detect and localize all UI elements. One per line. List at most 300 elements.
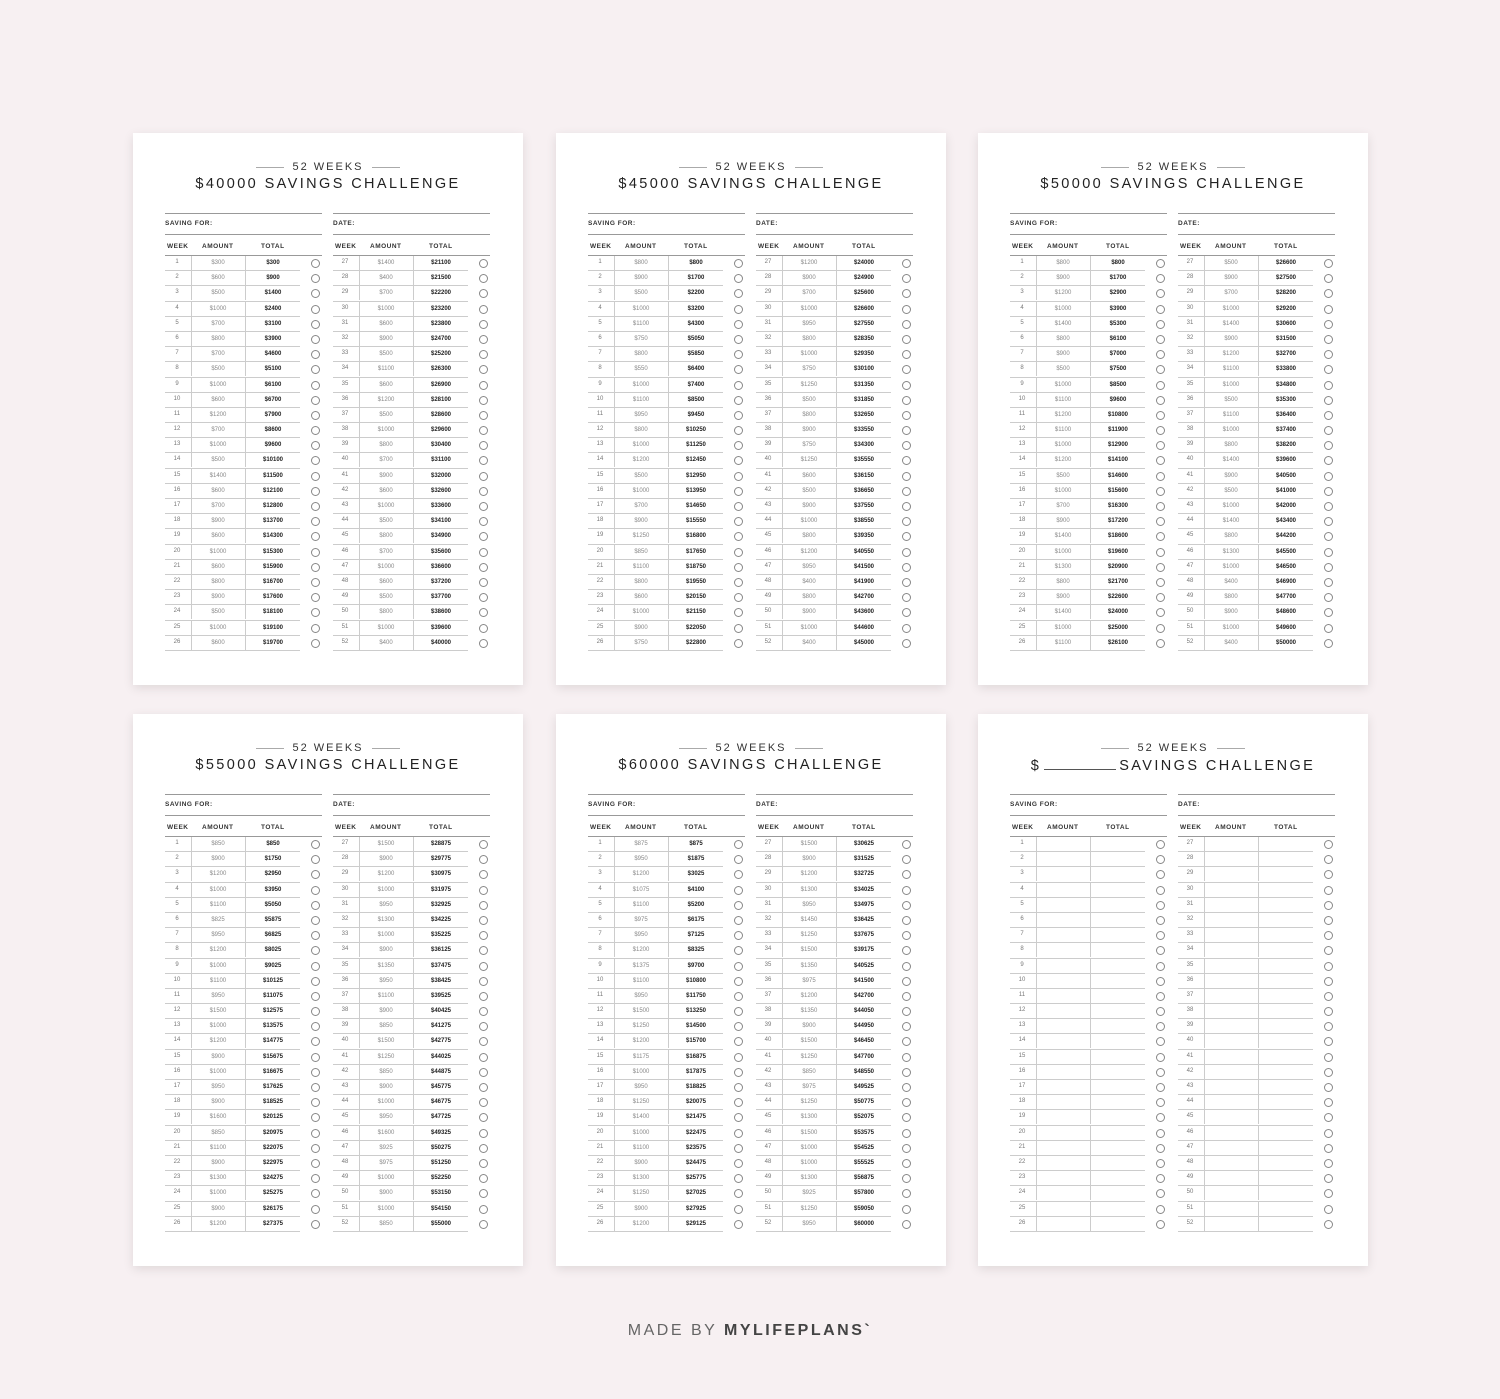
checkbox-circle[interactable] [734, 456, 743, 465]
checkbox-circle[interactable] [734, 962, 743, 971]
checkbox-circle[interactable] [734, 1007, 743, 1016]
checkbox-circle[interactable] [734, 1174, 743, 1183]
checkbox-circle[interactable] [1156, 411, 1165, 420]
checkbox-circle[interactable] [734, 335, 743, 344]
checkbox-circle[interactable] [311, 456, 320, 465]
checkbox-circle[interactable] [902, 608, 911, 617]
checkbox-circle[interactable] [1324, 977, 1333, 986]
checkbox-circle[interactable] [311, 1113, 320, 1122]
checkbox-circle[interactable] [734, 289, 743, 298]
checkbox-circle[interactable] [479, 1083, 488, 1092]
checkbox-circle[interactable] [734, 1144, 743, 1153]
checkbox-circle[interactable] [902, 1037, 911, 1046]
checkbox-circle[interactable] [1156, 1174, 1165, 1183]
checkbox-circle[interactable] [1324, 639, 1333, 648]
checkbox-circle[interactable] [311, 1174, 320, 1183]
checkbox-circle[interactable] [1156, 639, 1165, 648]
checkbox-circle[interactable] [1156, 1144, 1165, 1153]
checkbox-circle[interactable] [902, 335, 911, 344]
checkbox-circle[interactable] [1324, 886, 1333, 895]
checkbox-circle[interactable] [734, 1037, 743, 1046]
checkbox-circle[interactable] [311, 870, 320, 879]
checkbox-circle[interactable] [1324, 1007, 1333, 1016]
checkbox-circle[interactable] [734, 487, 743, 496]
checkbox-circle[interactable] [734, 305, 743, 314]
checkbox-circle[interactable] [902, 1174, 911, 1183]
checkbox-circle[interactable] [902, 1113, 911, 1122]
checkbox-circle[interactable] [902, 1007, 911, 1016]
checkbox-circle[interactable] [479, 1189, 488, 1198]
checkbox-circle[interactable] [479, 608, 488, 617]
checkbox-circle[interactable] [734, 1022, 743, 1031]
checkbox-circle[interactable] [902, 365, 911, 374]
checkbox-circle[interactable] [902, 487, 911, 496]
checkbox-circle[interactable] [902, 517, 911, 526]
checkbox-circle[interactable] [1324, 259, 1333, 268]
checkbox-circle[interactable] [902, 901, 911, 910]
checkbox-circle[interactable] [1156, 931, 1165, 940]
checkbox-circle[interactable] [479, 901, 488, 910]
checkbox-circle[interactable] [734, 916, 743, 925]
checkbox-circle[interactable] [734, 1205, 743, 1214]
checkbox-circle[interactable] [479, 517, 488, 526]
checkbox-circle[interactable] [902, 532, 911, 541]
checkbox-circle[interactable] [311, 1083, 320, 1092]
checkbox-circle[interactable] [1156, 886, 1165, 895]
checkbox-circle[interactable] [902, 305, 911, 314]
checkbox-circle[interactable] [1156, 350, 1165, 359]
checkbox-circle[interactable] [1156, 365, 1165, 374]
checkbox-circle[interactable] [1324, 578, 1333, 587]
checkbox-circle[interactable] [311, 593, 320, 602]
checkbox-circle[interactable] [1324, 1068, 1333, 1077]
checkbox-circle[interactable] [1324, 1174, 1333, 1183]
checkbox-circle[interactable] [734, 946, 743, 955]
checkbox-circle[interactable] [902, 1205, 911, 1214]
checkbox-circle[interactable] [311, 1220, 320, 1229]
checkbox-circle[interactable] [479, 870, 488, 879]
checkbox-circle[interactable] [902, 962, 911, 971]
checkbox-circle[interactable] [1324, 320, 1333, 329]
checkbox-circle[interactable] [1324, 916, 1333, 925]
checkbox-circle[interactable] [479, 593, 488, 602]
checkbox-circle[interactable] [1156, 855, 1165, 864]
checkbox-circle[interactable] [902, 639, 911, 648]
checkbox-circle[interactable] [734, 320, 743, 329]
checkbox-circle[interactable] [479, 1220, 488, 1229]
checkbox-circle[interactable] [311, 289, 320, 298]
checkbox-circle[interactable] [1156, 624, 1165, 633]
checkbox-circle[interactable] [902, 502, 911, 511]
checkbox-circle[interactable] [311, 259, 320, 268]
checkbox-circle[interactable] [1156, 335, 1165, 344]
checkbox-circle[interactable] [734, 840, 743, 849]
checkbox-circle[interactable] [734, 901, 743, 910]
checkbox-circle[interactable] [1324, 901, 1333, 910]
checkbox-circle[interactable] [734, 396, 743, 405]
checkbox-circle[interactable] [479, 472, 488, 481]
checkbox-circle[interactable] [1324, 1189, 1333, 1198]
checkbox-circle[interactable] [479, 1053, 488, 1062]
checkbox-circle[interactable] [734, 563, 743, 572]
checkbox-circle[interactable] [479, 1098, 488, 1107]
checkbox-circle[interactable] [479, 1007, 488, 1016]
checkbox-circle[interactable] [1324, 335, 1333, 344]
checkbox-circle[interactable] [1324, 456, 1333, 465]
saving-for-field[interactable]: SAVING FOR: [1010, 213, 1167, 235]
checkbox-circle[interactable] [479, 1068, 488, 1077]
checkbox-circle[interactable] [311, 563, 320, 572]
checkbox-circle[interactable] [311, 1129, 320, 1138]
checkbox-circle[interactable] [479, 274, 488, 283]
checkbox-circle[interactable] [734, 1068, 743, 1077]
checkbox-circle[interactable] [1156, 977, 1165, 986]
checkbox-circle[interactable] [734, 1083, 743, 1092]
checkbox-circle[interactable] [311, 411, 320, 420]
checkbox-circle[interactable] [479, 456, 488, 465]
checkbox-circle[interactable] [479, 1113, 488, 1122]
checkbox-circle[interactable] [311, 624, 320, 633]
checkbox-circle[interactable] [1324, 517, 1333, 526]
checkbox-circle[interactable] [479, 1037, 488, 1046]
checkbox-circle[interactable] [311, 1098, 320, 1107]
checkbox-circle[interactable] [1156, 563, 1165, 572]
checkbox-circle[interactable] [734, 992, 743, 1001]
checkbox-circle[interactable] [902, 1083, 911, 1092]
checkbox-circle[interactable] [479, 441, 488, 450]
date-field[interactable]: DATE: [1178, 213, 1335, 235]
checkbox-circle[interactable] [311, 639, 320, 648]
checkbox-circle[interactable] [734, 411, 743, 420]
checkbox-circle[interactable] [734, 517, 743, 526]
checkbox-circle[interactable] [902, 1159, 911, 1168]
checkbox-circle[interactable] [479, 578, 488, 587]
checkbox-circle[interactable] [1324, 1220, 1333, 1229]
checkbox-circle[interactable] [1156, 578, 1165, 587]
checkbox-circle[interactable] [734, 259, 743, 268]
checkbox-circle[interactable] [1156, 396, 1165, 405]
checkbox-circle[interactable] [311, 396, 320, 405]
checkbox-circle[interactable] [1156, 426, 1165, 435]
checkbox-circle[interactable] [1324, 365, 1333, 374]
checkbox-circle[interactable] [1156, 305, 1165, 314]
checkbox-circle[interactable] [1324, 1098, 1333, 1107]
checkbox-circle[interactable] [734, 548, 743, 557]
checkbox-circle[interactable] [311, 1053, 320, 1062]
checkbox-circle[interactable] [1324, 1144, 1333, 1153]
checkbox-circle[interactable] [311, 1007, 320, 1016]
checkbox-circle[interactable] [1156, 441, 1165, 450]
checkbox-circle[interactable] [902, 274, 911, 283]
checkbox-circle[interactable] [311, 946, 320, 955]
checkbox-circle[interactable] [479, 320, 488, 329]
checkbox-circle[interactable] [1156, 901, 1165, 910]
checkbox-circle[interactable] [479, 886, 488, 895]
checkbox-circle[interactable] [311, 1189, 320, 1198]
checkbox-circle[interactable] [734, 365, 743, 374]
checkbox-circle[interactable] [311, 1205, 320, 1214]
checkbox-circle[interactable] [1324, 962, 1333, 971]
checkbox-circle[interactable] [479, 396, 488, 405]
checkbox-circle[interactable] [902, 578, 911, 587]
checkbox-circle[interactable] [311, 274, 320, 283]
checkbox-circle[interactable] [1156, 992, 1165, 1001]
checkbox-circle[interactable] [902, 624, 911, 633]
checkbox-circle[interactable] [479, 350, 488, 359]
checkbox-circle[interactable] [479, 946, 488, 955]
checkbox-circle[interactable] [311, 305, 320, 314]
checkbox-circle[interactable] [311, 608, 320, 617]
checkbox-circle[interactable] [902, 289, 911, 298]
checkbox-circle[interactable] [311, 1144, 320, 1153]
checkbox-circle[interactable] [1156, 456, 1165, 465]
checkbox-circle[interactable] [311, 855, 320, 864]
checkbox-circle[interactable] [1324, 532, 1333, 541]
checkbox-circle[interactable] [1156, 487, 1165, 496]
checkbox-circle[interactable] [1156, 289, 1165, 298]
checkbox-circle[interactable] [479, 931, 488, 940]
checkbox-circle[interactable] [1156, 1098, 1165, 1107]
checkbox-circle[interactable] [311, 977, 320, 986]
checkbox-circle[interactable] [479, 487, 488, 496]
checkbox-circle[interactable] [479, 365, 488, 374]
checkbox-circle[interactable] [479, 1129, 488, 1138]
checkbox-circle[interactable] [479, 305, 488, 314]
checkbox-circle[interactable] [1156, 259, 1165, 268]
checkbox-circle[interactable] [902, 548, 911, 557]
checkbox-circle[interactable] [1156, 962, 1165, 971]
saving-for-field[interactable]: SAVING FOR: [1010, 794, 1167, 816]
date-field[interactable]: DATE: [756, 794, 913, 816]
checkbox-circle[interactable] [1156, 548, 1165, 557]
saving-for-field[interactable]: SAVING FOR: [588, 794, 745, 816]
checkbox-circle[interactable] [1324, 1129, 1333, 1138]
checkbox-circle[interactable] [311, 472, 320, 481]
checkbox-circle[interactable] [1156, 1159, 1165, 1168]
checkbox-circle[interactable] [1156, 1022, 1165, 1031]
checkbox-circle[interactable] [1324, 548, 1333, 557]
checkbox-circle[interactable] [479, 855, 488, 864]
checkbox-circle[interactable] [1156, 608, 1165, 617]
checkbox-circle[interactable] [1156, 916, 1165, 925]
checkbox-circle[interactable] [311, 1037, 320, 1046]
checkbox-circle[interactable] [479, 289, 488, 298]
checkbox-circle[interactable] [1324, 441, 1333, 450]
checkbox-circle[interactable] [734, 1113, 743, 1122]
checkbox-circle[interactable] [311, 962, 320, 971]
checkbox-circle[interactable] [902, 441, 911, 450]
checkbox-circle[interactable] [902, 916, 911, 925]
checkbox-circle[interactable] [734, 1189, 743, 1198]
checkbox-circle[interactable] [1324, 624, 1333, 633]
checkbox-circle[interactable] [902, 1220, 911, 1229]
checkbox-circle[interactable] [1324, 1037, 1333, 1046]
checkbox-circle[interactable] [902, 1098, 911, 1107]
checkbox-circle[interactable] [1324, 1205, 1333, 1214]
checkbox-circle[interactable] [1324, 1053, 1333, 1062]
checkbox-circle[interactable] [311, 886, 320, 895]
checkbox-circle[interactable] [311, 1022, 320, 1031]
checkbox-circle[interactable] [479, 962, 488, 971]
checkbox-circle[interactable] [734, 441, 743, 450]
checkbox-circle[interactable] [902, 840, 911, 849]
checkbox-circle[interactable] [902, 870, 911, 879]
checkbox-circle[interactable] [1156, 502, 1165, 511]
checkbox-circle[interactable] [902, 1129, 911, 1138]
checkbox-circle[interactable] [311, 350, 320, 359]
checkbox-circle[interactable] [734, 977, 743, 986]
checkbox-circle[interactable] [1156, 1037, 1165, 1046]
checkbox-circle[interactable] [902, 946, 911, 955]
checkbox-circle[interactable] [1324, 1083, 1333, 1092]
checkbox-circle[interactable] [1324, 274, 1333, 283]
checkbox-circle[interactable] [479, 1159, 488, 1168]
checkbox-circle[interactable] [479, 624, 488, 633]
checkbox-circle[interactable] [1324, 1159, 1333, 1168]
checkbox-circle[interactable] [734, 886, 743, 895]
checkbox-circle[interactable] [902, 350, 911, 359]
checkbox-circle[interactable] [734, 1159, 743, 1168]
checkbox-circle[interactable] [902, 456, 911, 465]
checkbox-circle[interactable] [479, 426, 488, 435]
checkbox-circle[interactable] [311, 1159, 320, 1168]
checkbox-circle[interactable] [1324, 992, 1333, 1001]
checkbox-circle[interactable] [1324, 870, 1333, 879]
checkbox-circle[interactable] [902, 563, 911, 572]
checkbox-circle[interactable] [734, 1053, 743, 1062]
checkbox-circle[interactable] [1156, 1068, 1165, 1077]
checkbox-circle[interactable] [311, 365, 320, 374]
checkbox-circle[interactable] [1156, 1189, 1165, 1198]
checkbox-circle[interactable] [1324, 840, 1333, 849]
checkbox-circle[interactable] [734, 381, 743, 390]
checkbox-circle[interactable] [479, 1205, 488, 1214]
checkbox-circle[interactable] [311, 335, 320, 344]
checkbox-circle[interactable] [1156, 532, 1165, 541]
checkbox-circle[interactable] [1324, 472, 1333, 481]
checkbox-circle[interactable] [479, 1174, 488, 1183]
checkbox-circle[interactable] [902, 1144, 911, 1153]
checkbox-circle[interactable] [902, 593, 911, 602]
checkbox-circle[interactable] [902, 1053, 911, 1062]
checkbox-circle[interactable] [479, 259, 488, 268]
checkbox-circle[interactable] [734, 593, 743, 602]
checkbox-circle[interactable] [902, 381, 911, 390]
checkbox-circle[interactable] [479, 639, 488, 648]
checkbox-circle[interactable] [1156, 1007, 1165, 1016]
checkbox-circle[interactable] [311, 487, 320, 496]
checkbox-circle[interactable] [311, 840, 320, 849]
checkbox-circle[interactable] [311, 441, 320, 450]
checkbox-circle[interactable] [734, 472, 743, 481]
checkbox-circle[interactable] [1156, 870, 1165, 879]
checkbox-circle[interactable] [1156, 840, 1165, 849]
checkbox-circle[interactable] [902, 1068, 911, 1077]
checkbox-circle[interactable] [311, 916, 320, 925]
checkbox-circle[interactable] [902, 411, 911, 420]
checkbox-circle[interactable] [734, 502, 743, 511]
saving-for-field[interactable]: SAVING FOR: [588, 213, 745, 235]
checkbox-circle[interactable] [311, 1068, 320, 1077]
checkbox-circle[interactable] [734, 274, 743, 283]
checkbox-circle[interactable] [1156, 517, 1165, 526]
checkbox-circle[interactable] [479, 992, 488, 1001]
checkbox-circle[interactable] [1324, 608, 1333, 617]
checkbox-circle[interactable] [902, 1189, 911, 1198]
checkbox-circle[interactable] [902, 855, 911, 864]
checkbox-circle[interactable] [1156, 1113, 1165, 1122]
checkbox-circle[interactable] [1324, 350, 1333, 359]
checkbox-circle[interactable] [1156, 1083, 1165, 1092]
date-field[interactable]: DATE: [1178, 794, 1335, 816]
checkbox-circle[interactable] [479, 977, 488, 986]
checkbox-circle[interactable] [1324, 411, 1333, 420]
checkbox-circle[interactable] [1324, 289, 1333, 298]
checkbox-circle[interactable] [902, 977, 911, 986]
checkbox-circle[interactable] [1324, 396, 1333, 405]
title-amount-blank[interactable] [1044, 757, 1116, 770]
checkbox-circle[interactable] [1324, 381, 1333, 390]
checkbox-circle[interactable] [479, 1144, 488, 1153]
checkbox-circle[interactable] [479, 1022, 488, 1031]
checkbox-circle[interactable] [1156, 274, 1165, 283]
checkbox-circle[interactable] [734, 1098, 743, 1107]
checkbox-circle[interactable] [479, 548, 488, 557]
checkbox-circle[interactable] [311, 532, 320, 541]
checkbox-circle[interactable] [734, 532, 743, 541]
checkbox-circle[interactable] [1156, 1129, 1165, 1138]
checkbox-circle[interactable] [311, 548, 320, 557]
checkbox-circle[interactable] [479, 532, 488, 541]
date-field[interactable]: DATE: [756, 213, 913, 235]
checkbox-circle[interactable] [1324, 426, 1333, 435]
checkbox-circle[interactable] [1324, 593, 1333, 602]
checkbox-circle[interactable] [1156, 1205, 1165, 1214]
checkbox-circle[interactable] [479, 381, 488, 390]
checkbox-circle[interactable] [734, 931, 743, 940]
checkbox-circle[interactable] [1156, 320, 1165, 329]
checkbox-circle[interactable] [902, 931, 911, 940]
checkbox-circle[interactable] [1324, 1022, 1333, 1031]
checkbox-circle[interactable] [1156, 381, 1165, 390]
checkbox-circle[interactable] [479, 916, 488, 925]
checkbox-circle[interactable] [902, 1022, 911, 1031]
checkbox-circle[interactable] [479, 411, 488, 420]
checkbox-circle[interactable] [734, 578, 743, 587]
checkbox-circle[interactable] [1156, 1220, 1165, 1229]
checkbox-circle[interactable] [734, 639, 743, 648]
checkbox-circle[interactable] [311, 901, 320, 910]
checkbox-circle[interactable] [1156, 593, 1165, 602]
checkbox-circle[interactable] [1324, 855, 1333, 864]
checkbox-circle[interactable] [1324, 305, 1333, 314]
checkbox-circle[interactable] [734, 870, 743, 879]
checkbox-circle[interactable] [1324, 563, 1333, 572]
checkbox-circle[interactable] [1324, 502, 1333, 511]
checkbox-circle[interactable] [479, 502, 488, 511]
checkbox-circle[interactable] [1324, 931, 1333, 940]
checkbox-circle[interactable] [734, 855, 743, 864]
checkbox-circle[interactable] [734, 350, 743, 359]
checkbox-circle[interactable] [734, 1129, 743, 1138]
checkbox-circle[interactable] [1156, 946, 1165, 955]
checkbox-circle[interactable] [902, 259, 911, 268]
date-field[interactable]: DATE: [333, 213, 490, 235]
checkbox-circle[interactable] [311, 320, 320, 329]
checkbox-circle[interactable] [734, 608, 743, 617]
checkbox-circle[interactable] [902, 886, 911, 895]
checkbox-circle[interactable] [311, 502, 320, 511]
